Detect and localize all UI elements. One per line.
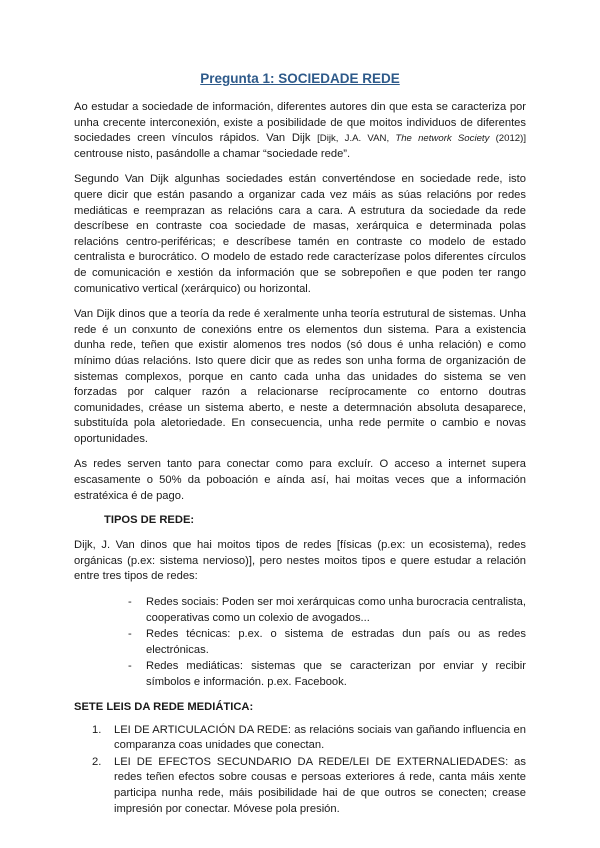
paragraph-tipos-intro: Dijk, J. Van dinos que hai moitos tipos de redes [físicas (p.ex: un ecosistema), redes orgánicas (p.ex: sistema nervioso)], pero nestes moitos tipos e quere estudar a relación entre tres tipos de redes: bbox=[74, 539, 526, 583]
citation-author: [Dijk, J.A. VAN, bbox=[317, 133, 396, 145]
leis-list bbox=[74, 723, 526, 818]
intro-text: Ao estudar a sociedade de información, diferentes autores din que esta se caracteriza por unha crecente interconexión, existe a posibilidade de que moitos individuos de diferentes sociedades creen vínculos rápidos. Van Dijk bbox=[74, 101, 526, 145]
list-number: 2. bbox=[92, 755, 102, 768]
law-text: LEI DE EFECTOS SECUNDARIO DA REDE/LEI DE EXTERNALIEDADES: as redes teñen efectos sobre cousas e persoas exteriores á rede, canta máis xente participa nunha rede, máis posibilidade hai de que outros se conecten; crease impresión por conectar. Móvese pola presión. bbox=[114, 755, 526, 815]
list-item: - Redes mediáticas: sistemas que se caracterizan por enviar y recibir símbolos e información. p.ex. Facebook. bbox=[128, 659, 526, 690]
paragraph-exclusion: As redes serven tanto para conectar como para excluír. O acceso a internet supera escasamente o 50% da poboación e aínda así, hai moitas veces que a información estratéxica é de pago. bbox=[74, 458, 526, 502]
citation-title: The network Society bbox=[395, 133, 490, 145]
paragraph-network-theory: Van Dijk dinos que a teoría da rede é xeralmente unha teoría estrutural de sistemas. Unha rede é un conxunto de conexións entre os elementos dun sistema. Para a existencia dunha rede, teñen que existir alomenos tres nodos (só dous é unha relación) e como mínimo dúas relacións. Isto quere dicir que as redes son unha forma de organización de sistemas complexos, porque en canto cada unha das unidades do sistema se ven forzadas por calquer razón a relacionarse recíprocamente co entorno doutras comunidades, créase un sistema aberto, e neste a determnación absoluta desaparece, substituída pola aletoriedade. En consecuencia, unha rede permite o cambio e novas oportunidades. bbox=[74, 308, 526, 445]
citation bbox=[317, 133, 526, 144]
list-item bbox=[92, 723, 526, 754]
law-text: LEI DE ARTICULACIÓN DA REDE: as relacións sociais van gañando influencia en comparanza coas unidades que conectan. bbox=[114, 723, 526, 752]
list-item bbox=[92, 755, 526, 817]
page-title: Pregunta 1: SOCIEDADE REDE bbox=[200, 71, 400, 86]
citation-year: (2012)] bbox=[489, 133, 526, 145]
intro-tail: centrouse nisto, pasándolle a chamar “sociedade rede”. bbox=[74, 147, 351, 160]
list-item: - Redes sociais: Poden ser moi xerárquicas como unha burocracia centralista, cooperativas como un colexio de avogados... bbox=[128, 595, 526, 626]
section-heading-leis: SETE LEIS DA REDE MEDIÁTICA: bbox=[74, 700, 254, 713]
paragraph-intro bbox=[74, 100, 526, 162]
list-item: - Redes técnicas: p.ex. o sistema de estradas dun país ou as redes electrónicas. bbox=[128, 627, 526, 658]
list-number: 1. bbox=[92, 723, 102, 736]
tipos-list bbox=[74, 595, 526, 691]
section-heading-tipos: TIPOS DE REDE: bbox=[104, 514, 195, 527]
paragraph-vandijk: Segundo Van Dijk algunhas sociedades están converténdose en sociedade rede, isto quere dicir que están pasando a organizar cada vez máis as súas relacións por redes mediáticas e reemprazan as relacións cara a cara. A estrutura da sociedade da rede descríbese en contraste coa sociedade de masas, xerárquica e determinada polas relacións centro-periféricas; e descríbese tamén en contraste co modelo de estado centralista e burocrático. O modelo de estado rede caracterízase polos diferentes círculos de comunicación e xestión da información que se sobrepoñen e que poden ter rango comunicativo vertical (xerárquico) ou horizontal. bbox=[74, 173, 526, 295]
